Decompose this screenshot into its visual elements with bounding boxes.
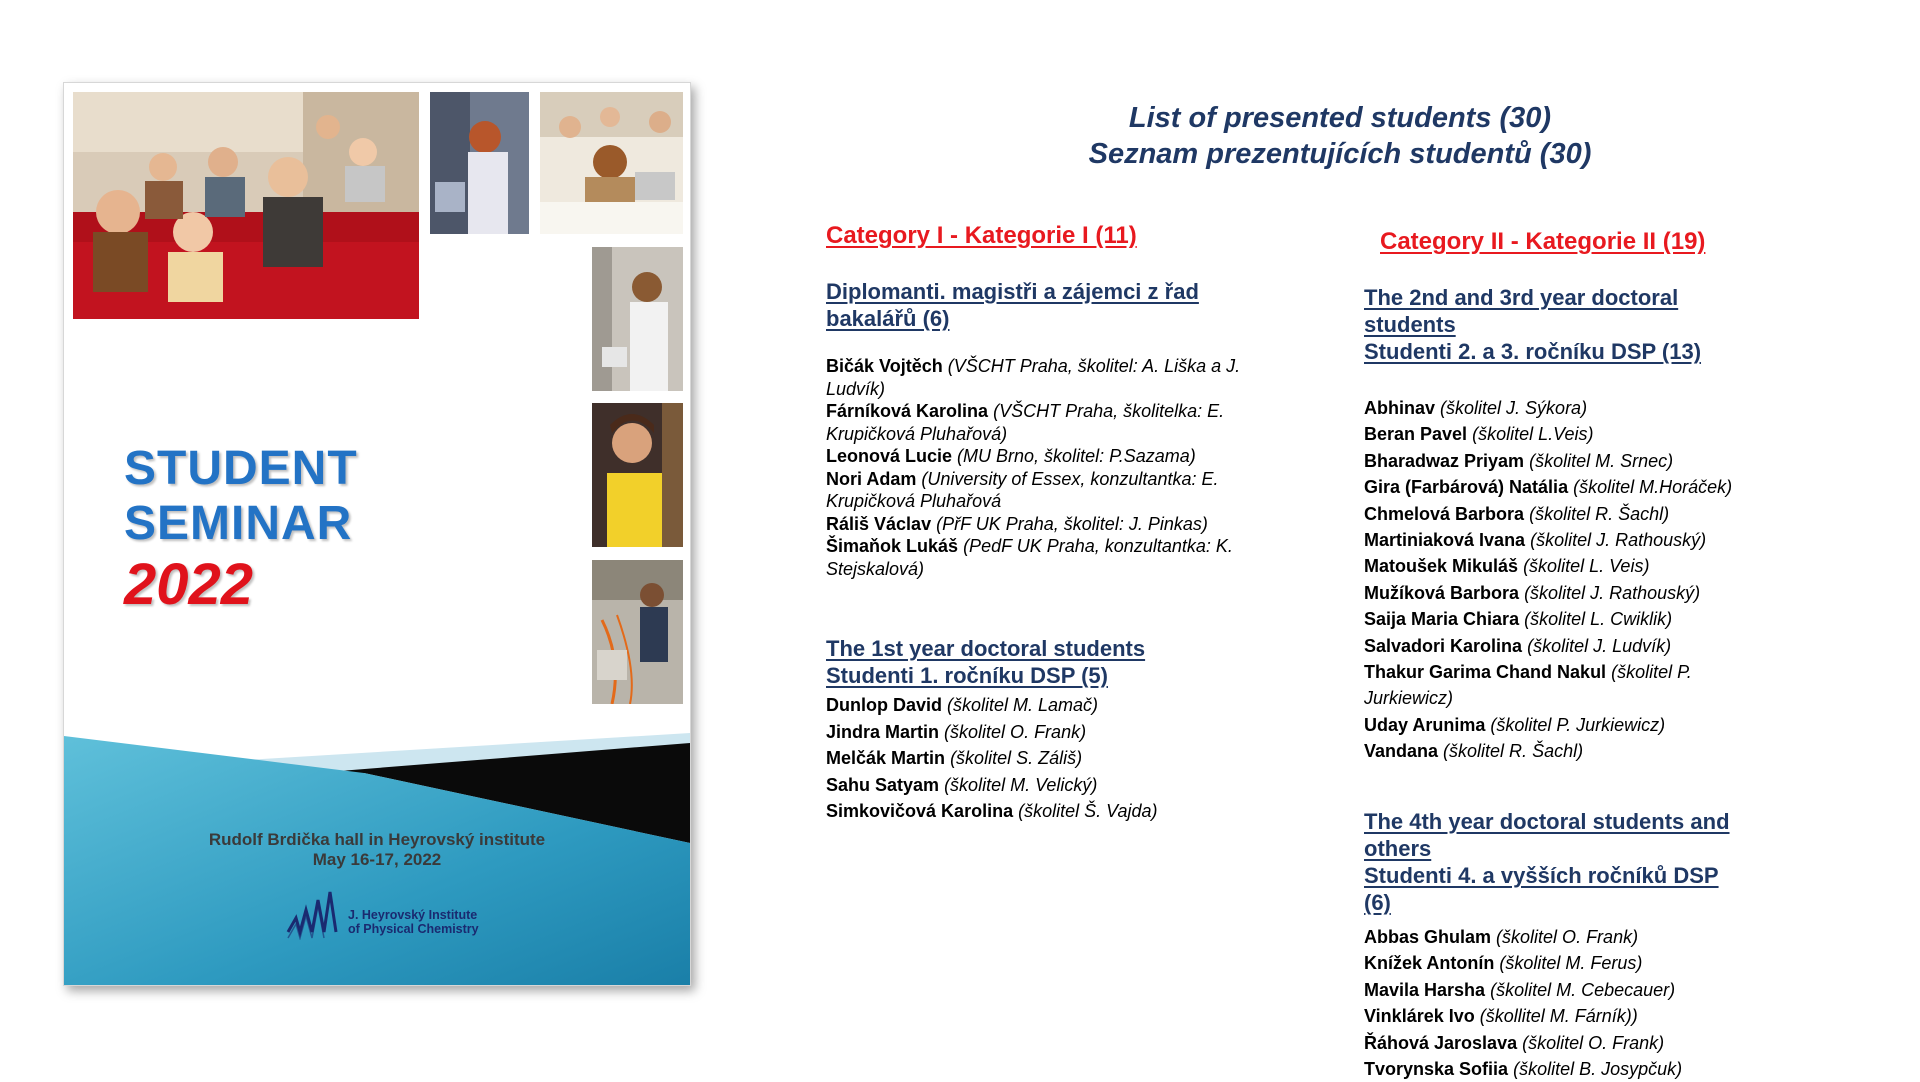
cat1-group-a-title-line: Diplomanti. magistři a zájemci z řad — [826, 279, 1199, 304]
student-name: Dunlop David — [826, 695, 942, 715]
student-supervisor: (školitel M. Ferus) — [1499, 953, 1643, 974]
student-supervisor: (VŠCHT Praha, školitel: A. Liška a J. Ludvík) — [826, 356, 1241, 399]
student-entry — [1364, 1003, 1784, 1029]
student-supervisor: (VŠCHT Praha, školitelka: E. Krupičková Pluhařová) — [826, 401, 1225, 444]
audience-photo — [73, 92, 419, 319]
student-entry — [826, 355, 1266, 400]
cat1-group-b-list — [826, 692, 1266, 825]
student-name: Beran Pavel — [1364, 424, 1468, 445]
student-entry — [1364, 580, 1784, 606]
heading-czech: Seznam prezentujících studentů (30) — [1088, 138, 1592, 170]
student-entry — [826, 468, 1266, 513]
student-name: Leonová Lucie — [826, 446, 953, 466]
student-entry — [1364, 448, 1784, 474]
student-name: Abbas Ghulam — [1364, 927, 1492, 947]
student-name: Mužíková Barbora — [1364, 582, 1520, 603]
student-name: Knížek Antonín — [1364, 953, 1495, 974]
student-supervisor: (MU Brno, školitel: P.Sazama) — [957, 446, 1196, 466]
student-name: Jindra Martin — [826, 721, 940, 742]
student-entry — [1364, 501, 1784, 527]
cat2-group-b-list — [1364, 924, 1784, 1082]
list-heading — [1010, 100, 1670, 172]
student-name: Vinklárek Ivo — [1364, 1006, 1475, 1027]
lab-photo-2 — [540, 92, 683, 234]
student-entry — [1364, 1056, 1784, 1082]
student-name: Mavila Harsha — [1364, 979, 1486, 1000]
student-supervisor: (školitel L. Cwiklik) — [1524, 609, 1673, 630]
student-name: Řáhová Jaroslava — [1364, 1032, 1518, 1053]
cat2-group-a-list — [1364, 395, 1784, 765]
student-entry — [1364, 527, 1784, 553]
student-entry — [1364, 421, 1784, 447]
student-entry — [1364, 659, 1784, 712]
student-entry — [1364, 1030, 1784, 1056]
poster-year: 2022 — [124, 551, 254, 617]
student-supervisor: (školitel R. Šachl) — [1529, 503, 1670, 524]
student-entry — [1364, 950, 1784, 976]
student-supervisor: (PřF UK Praha, školitel: J. Pinkas) — [936, 513, 1208, 534]
student-supervisor: (PedF UK Praha, konzultantka: K. Stejskalová) — [826, 536, 1233, 579]
cat2-group-a-title-line: The 2nd and 3rd year doctoral — [1364, 285, 1679, 310]
student-supervisor: (školitel M.Horáček) — [1573, 477, 1733, 498]
heyrovsky-logo-icon — [286, 888, 342, 940]
student-supervisor: (školitel M. Velický) — [944, 774, 1098, 795]
cat2-group-a-title-line: students — [1364, 312, 1456, 337]
student-entry — [1364, 712, 1784, 738]
cat2-group-b-title-line: others — [1364, 836, 1432, 861]
cat2-group-b-title-line: The 4th year doctoral students and — [1364, 809, 1730, 834]
student-supervisor: (školitel O. Frank) — [1522, 1032, 1665, 1053]
student-entry — [1364, 553, 1784, 579]
student-supervisor: (školitel J. Ludvík) — [1527, 635, 1672, 656]
cat2-group-a-title — [1364, 284, 1701, 365]
cat2-group-b-title-line: (6) — [1364, 890, 1391, 915]
student-entry — [1364, 633, 1784, 659]
cat1-group-b-title-line: Studenti 1. ročníku DSP (5) — [826, 663, 1108, 688]
student-name: Bharadwaz Priyam — [1364, 450, 1525, 471]
student-name: Sahu Satyam — [826, 774, 940, 795]
student-name: Salvadori Karolina — [1364, 635, 1523, 656]
student-entry — [826, 719, 1266, 746]
student-supervisor: (školitel J. Rathouský) — [1524, 582, 1701, 603]
student-supervisor: (školitel O. Frank) — [1496, 927, 1639, 947]
student-name: Matoušek Mikuláš — [1364, 556, 1519, 577]
poster-title-line2: SEMINAR — [124, 496, 353, 550]
student-entry — [826, 745, 1266, 772]
logo-line2: of Physical Chemistry — [348, 922, 479, 936]
student-name: Martiniaková Ivana — [1364, 530, 1526, 551]
logo-line1: J. Heyrovský Institute — [348, 908, 478, 922]
student-name: Chmelová Barbora — [1364, 503, 1525, 524]
student-supervisor: (školitel B. Josypčuk) — [1513, 1059, 1683, 1080]
student-supervisor: (školitel R. Šachl) — [1443, 741, 1584, 762]
lab-photo-1 — [430, 92, 529, 234]
student-entry — [826, 692, 1266, 719]
student-supervisor: (školitel M. Srnec) — [1529, 450, 1674, 471]
student-supervisor: (školitel O. Frank) — [944, 721, 1087, 742]
student-name: Melčák Martin — [826, 748, 946, 768]
student-entry — [1364, 474, 1784, 500]
student-supervisor: (University of Essex, konzultantka: E. Krupičková Pluhařová — [826, 468, 1219, 511]
student-name: Gira (Farbárová) Natália — [1364, 477, 1569, 498]
cat2-group-b-title-line: Studenti 4. a vyšších ročníků DSP — [1364, 863, 1719, 888]
student-supervisor: (školitel J. Rathouský) — [1530, 530, 1707, 551]
student-entry — [1364, 395, 1784, 421]
lab-photo-3 — [592, 247, 683, 391]
poster-venue — [64, 830, 690, 870]
student-name: Šimaňok Lukáš — [826, 536, 959, 556]
student-entry — [826, 445, 1266, 468]
student-supervisor: (školitel M. Cebecauer) — [1490, 979, 1676, 1000]
student-entry — [826, 772, 1266, 799]
poster-venue-line: Rudolf Brdička hall in Heyrovský institute — [208, 830, 546, 849]
student-supervisor: (školitel P. Jurkiewicz) — [1490, 714, 1666, 735]
student-entry — [826, 400, 1266, 445]
student-name: Saija Maria Chiara — [1364, 609, 1520, 630]
student-supervisor: (školitel L.Veis) — [1472, 424, 1594, 445]
poster-dates: May 16-17, 2022 — [312, 850, 442, 869]
student-entry — [1364, 738, 1784, 764]
cat1-group-a-list — [826, 355, 1266, 580]
student-name: Uday Arunima — [1364, 714, 1486, 735]
student-supervisor: (školitel M. Lamač) — [947, 695, 1099, 715]
student-name: Bičák Vojtěch — [826, 356, 943, 376]
cat1-group-b-title — [826, 635, 1145, 689]
poster-title-line1: STUDENT — [124, 442, 358, 495]
student-supervisor: (škollitel M. Fárník)) — [1479, 1006, 1638, 1027]
student-supervisor: (školitel J. Sýkora) — [1440, 398, 1588, 418]
institute-logo — [286, 888, 479, 940]
student-name: Tvorynska Sofiia — [1364, 1059, 1509, 1080]
student-entry — [1364, 924, 1784, 950]
lab-photo-4 — [592, 403, 683, 547]
cat1-group-b-title-line: The 1st year doctoral students — [826, 636, 1146, 661]
student-supervisor: (školitel Š. Vajda) — [1018, 801, 1158, 821]
category-1-title: Category I - Kategorie I (11) — [826, 222, 1137, 249]
student-supervisor: (školitel L. Veis) — [1523, 556, 1650, 577]
student-entry — [1364, 977, 1784, 1003]
cat1-group-a-title — [826, 278, 1199, 332]
cat2-group-b-title — [1364, 808, 1730, 916]
student-entry — [826, 513, 1266, 536]
student-name: Vandana — [1364, 741, 1439, 762]
poster-title — [124, 443, 358, 616]
student-entry — [826, 535, 1266, 580]
heading-english: List of presented students (30) — [1128, 102, 1552, 134]
student-name: Simkovičová Karolina — [826, 801, 1014, 821]
cat2-group-a-title-line: Studenti 2. a 3. ročníku DSP (13) — [1364, 339, 1702, 364]
seminar-poster — [63, 82, 691, 986]
student-name: Fárníková Karolina — [826, 401, 989, 421]
student-entry — [826, 798, 1266, 825]
student-entry — [1364, 606, 1784, 632]
student-supervisor: (školitel P. Jurkiewicz) — [1364, 662, 1692, 709]
student-supervisor: (školitel S. Záliš) — [950, 748, 1083, 768]
cat1-group-a-title-line: bakalářů (6) — [826, 306, 950, 331]
student-name: Abhinav — [1364, 398, 1436, 418]
student-name: Thakur Garima Chand Nakul — [1364, 662, 1607, 683]
category-2-title: Category II - Kategorie II (19) — [1380, 228, 1706, 255]
student-name: Nori Adam — [826, 468, 917, 489]
student-name: Ráliš Václav — [826, 513, 932, 534]
lab-photo-5 — [592, 560, 683, 704]
